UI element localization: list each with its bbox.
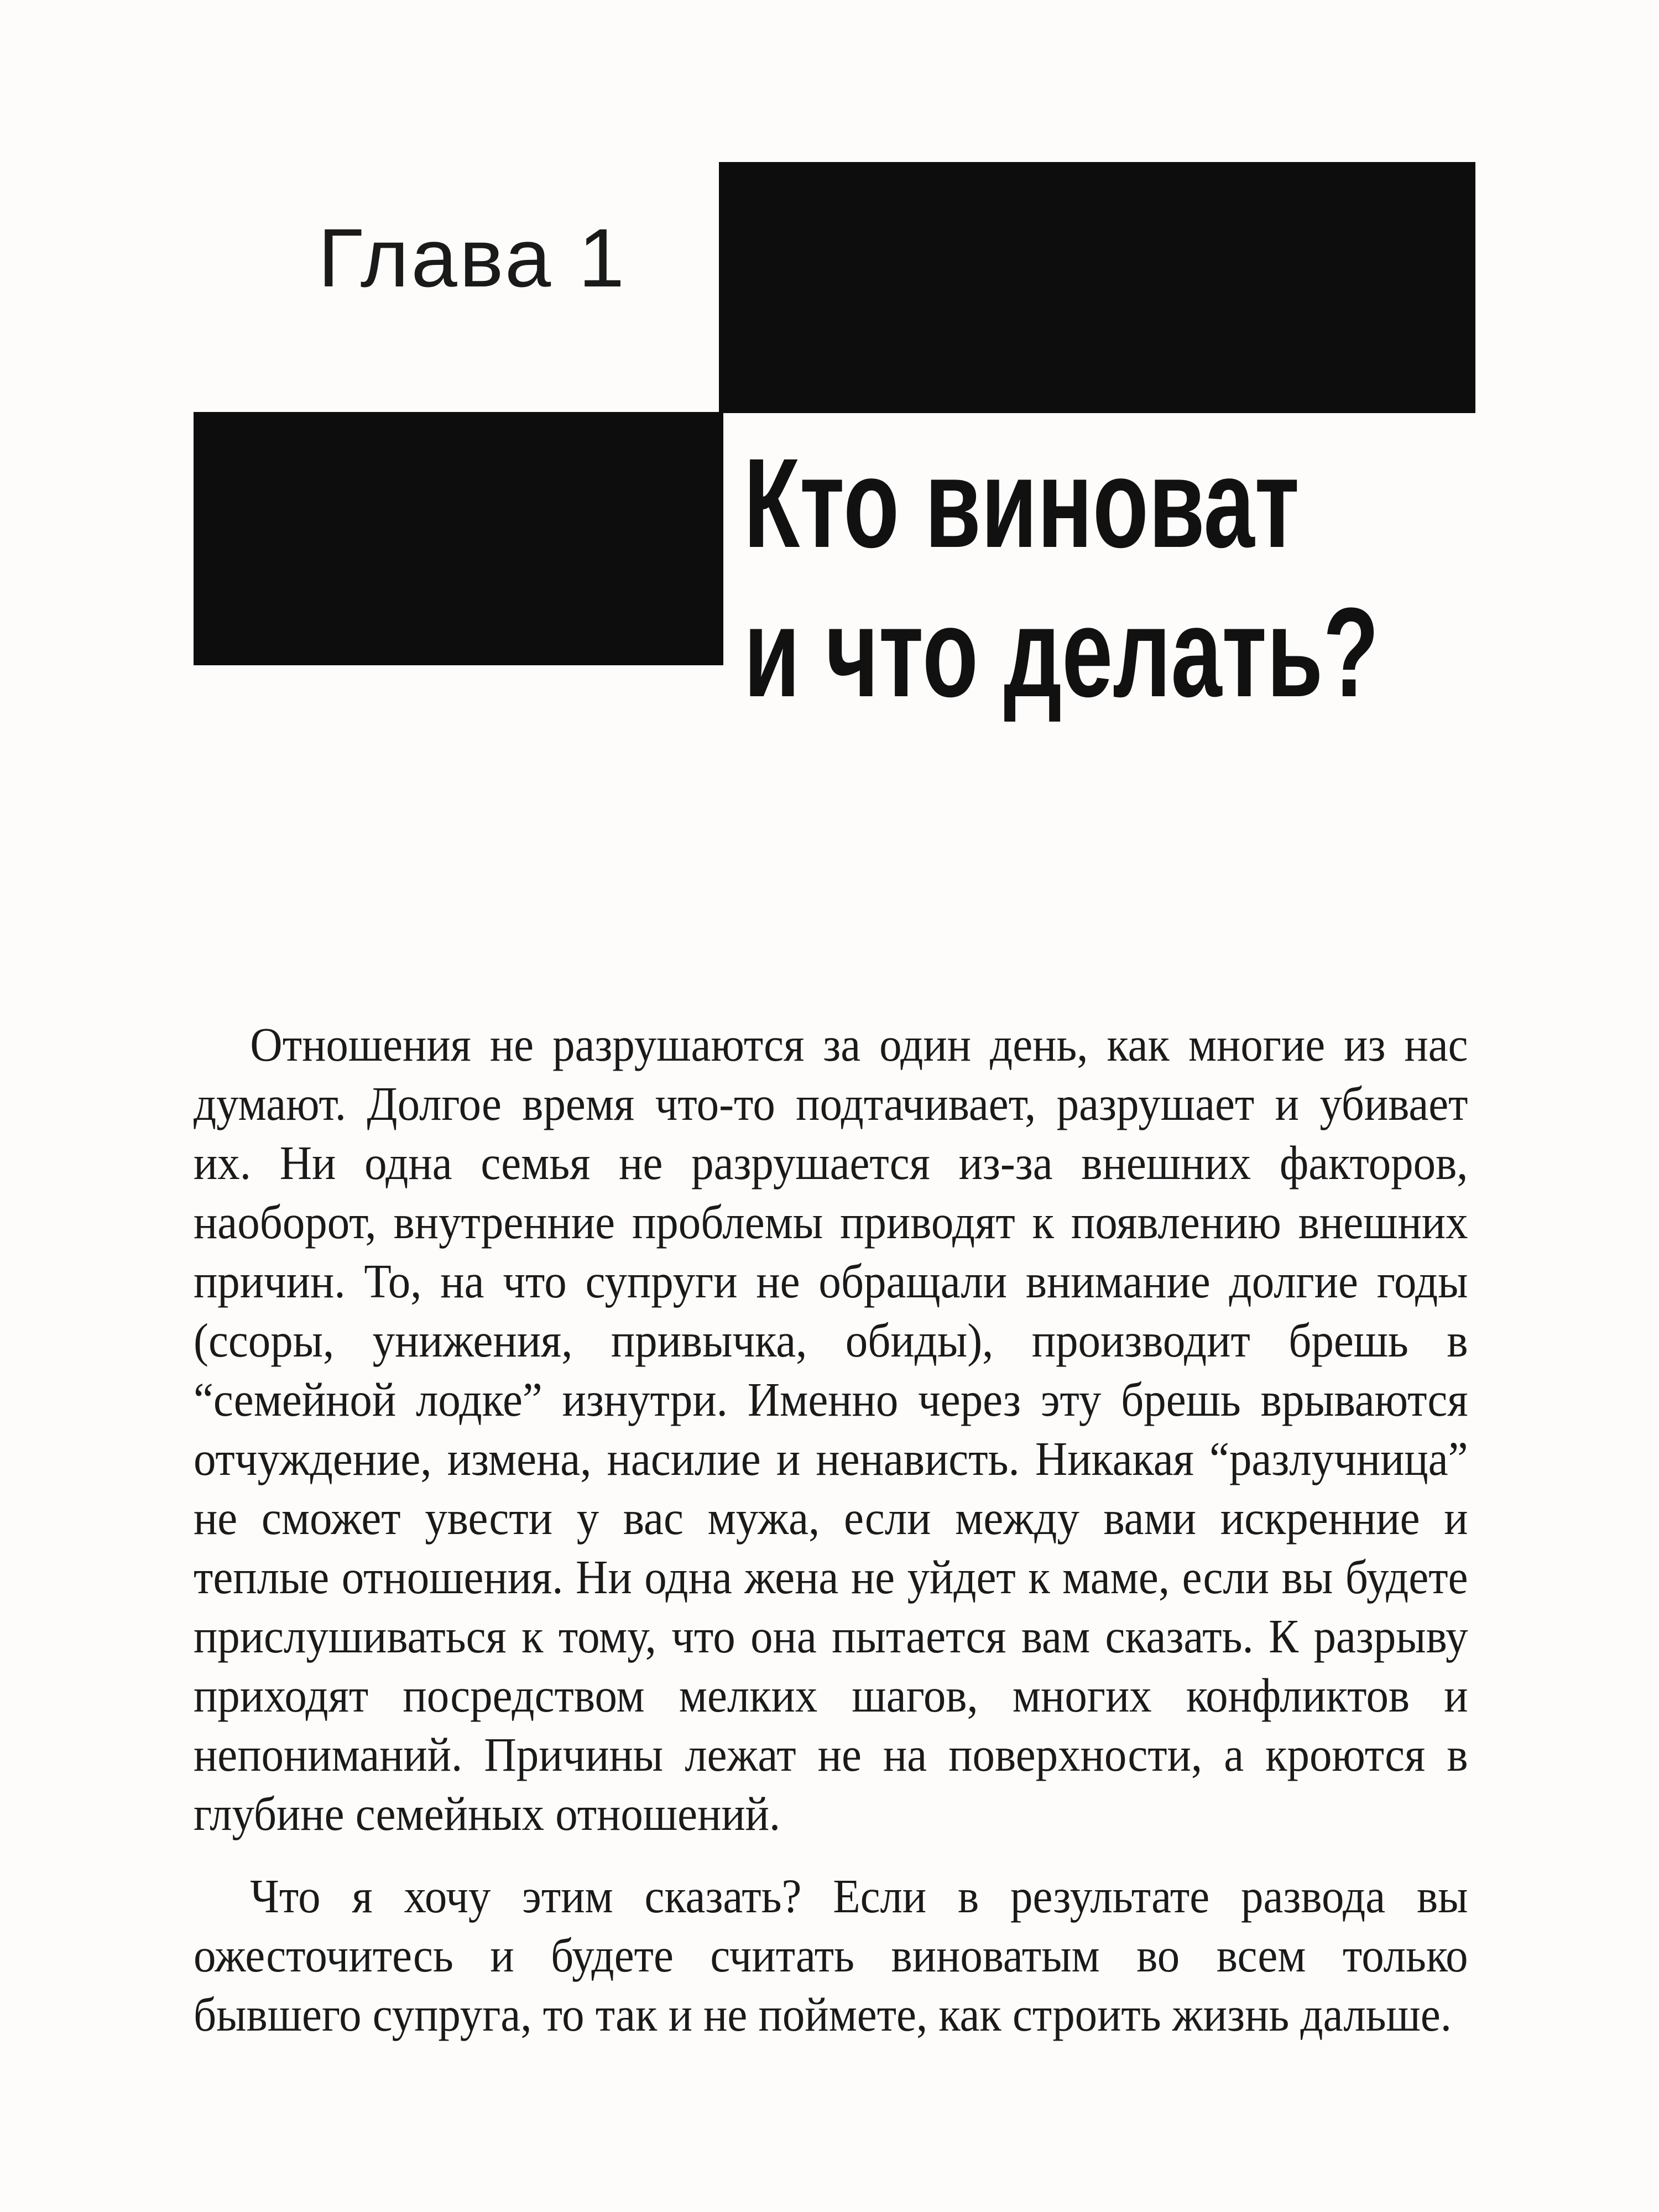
paragraph-2: Что я хочу этим сказать? Если в результате развода вы ожесточитесь и будете считать виноватым во всем только бывшего супруга, то так и не поймете, как строить жизнь дальше. <box>194 1869 1468 2041</box>
paragraph-1: Отношения не разрушаются за один день, как многие из нас думают. Долгое время что-то подтачивает, разрушает и убивает их. Ни одна семья не разрушается из-за внешних факторов, наоборот, внутренние проблемы приводят к появлению внешних причин. То, на что супруги не обращали внимание долгие годы (ссоры, унижения, привычка, обиды), производит брешь в “семейной лодке” изнутри. Именно через эту брешь врываются отчуждение, измена, насилие и ненависть. Никакая “разлучница” не сможет увести у вас мужа, если между вами искренние и теплые отношения. Ни одна жена не уйдет к маме, если вы будете прислушиваться к тому, что она пытается вам сказать. К разрыву приходят посредством мелких шагов, многих конфликтов и непониманий. Причины лежат не на поверхности, а кроются в глубине семейных отношений. <box>194 1018 1468 1840</box>
chapter-title <box>744 429 1379 727</box>
body-text <box>194 1015 1468 2044</box>
chapter-number: Глава 1 <box>318 211 627 304</box>
chapter-title-line-2: и что делать? <box>744 581 1379 723</box>
decorative-black-block-top <box>719 162 1475 413</box>
chapter-title-line-1: Кто виноват <box>744 432 1300 574</box>
decorative-black-block-left <box>194 412 723 665</box>
